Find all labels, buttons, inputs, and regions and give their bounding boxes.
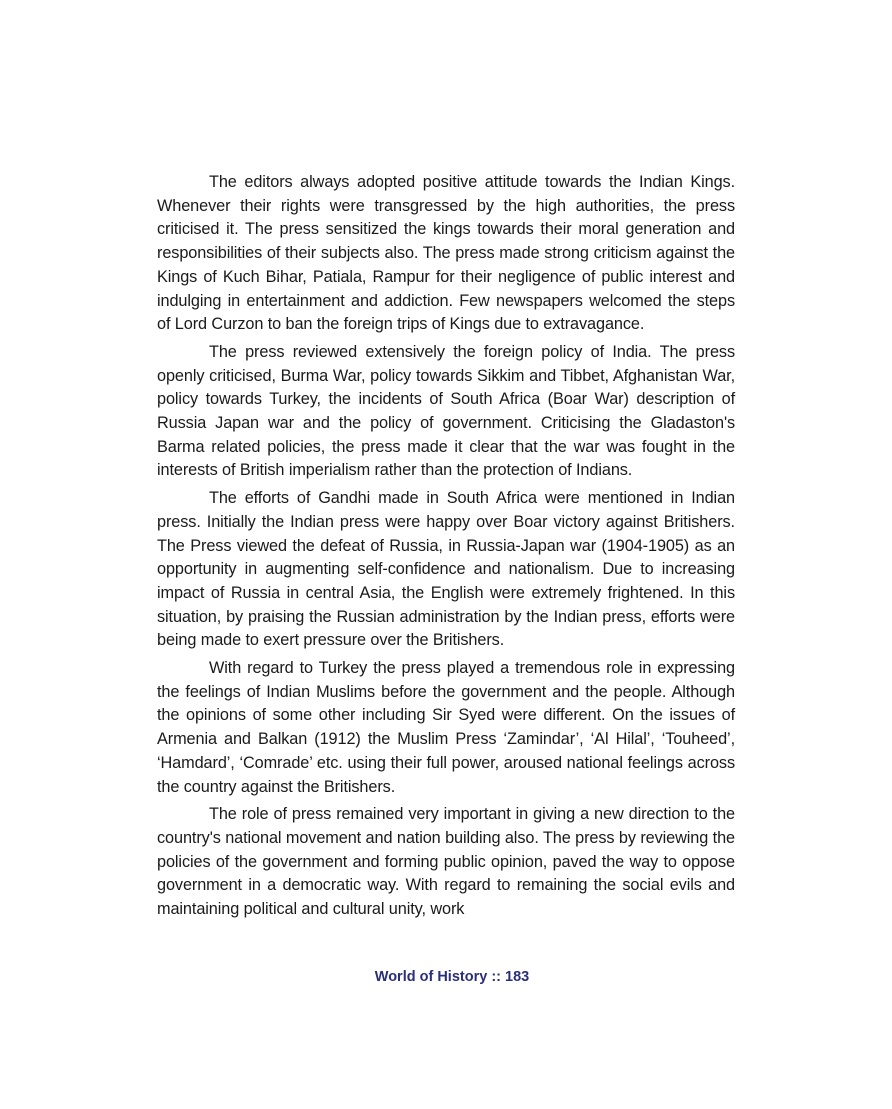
page-body <box>157 171 735 926</box>
paragraph-foreign-policy: The press reviewed extensively the foreign policy of India. The press openly criticised, Burma War, policy towards Sikkim and Tibbet, Afghanistan War, policy towards Turkey, the incidents of South Africa (Boar War) description of Russia Japan war and the policy of government. Criticising the Gladaston's Barma related policies, the press made it clear that the war was fought in the interests of British imperialism rather than the protection of Indians. <box>157 342 735 480</box>
paragraph-turkey: With regard to Turkey the press played a tremendous role in expressing the feelings of Indian Muslims before the government and the people. Although the opinions of some other including Sir Syed were different. On the issues of Armenia and Balkan (1912) the Muslim Press ‘Zamindar’, ‘Al Hilal’, ‘Touheed’, ‘Hamdard’, ‘Comrade’ etc. using their full power, aroused national feelings across the country against the Britishers. <box>157 659 735 796</box>
paragraph-role-of-press: The role of press remained very important in giving a new direction to the country's national movement and nation building also. The press by reviewing the policies of the government and forming public opinion, paved the way to oppose government in a democratic way. With regard to remaining the social evils and maintaining political and cultural unity, work <box>157 805 735 919</box>
page-footer: World of History :: 183 <box>374 969 530 985</box>
paragraph-indian-kings: The editors always adopted positive attitude towards the Indian Kings. Whenever their rights were transgressed by the high authorities, the press criticised it. The press sensitized the kings towards their moral generation and responsibilities of their subjects also. The press made strong criticism against the Kings of Kuch Bihar, Patiala, Rampur for their negligence of public interest and indulging in entertainment and addiction. Few newspapers welcomed the steps of Lord Curzon to ban the foreign trips of Kings due to extravagance. <box>157 173 735 334</box>
paragraph-gandhi-south-africa: The efforts of Gandhi made in South Africa were mentioned in Indian press. Initially the Indian press were happy over Boar victory against Britishers. The Press viewed the defeat of Russia, in Russia-Japan war (1904-1905) as an opportunity in augmenting self-confidence and nationalism. Due to increasing impact of Russia in central Asia, the English were extremely frightened. In this situation, by praising the Russian administration by the Indian press, efforts were being made to exert pressure over the Britishers. <box>157 489 735 650</box>
